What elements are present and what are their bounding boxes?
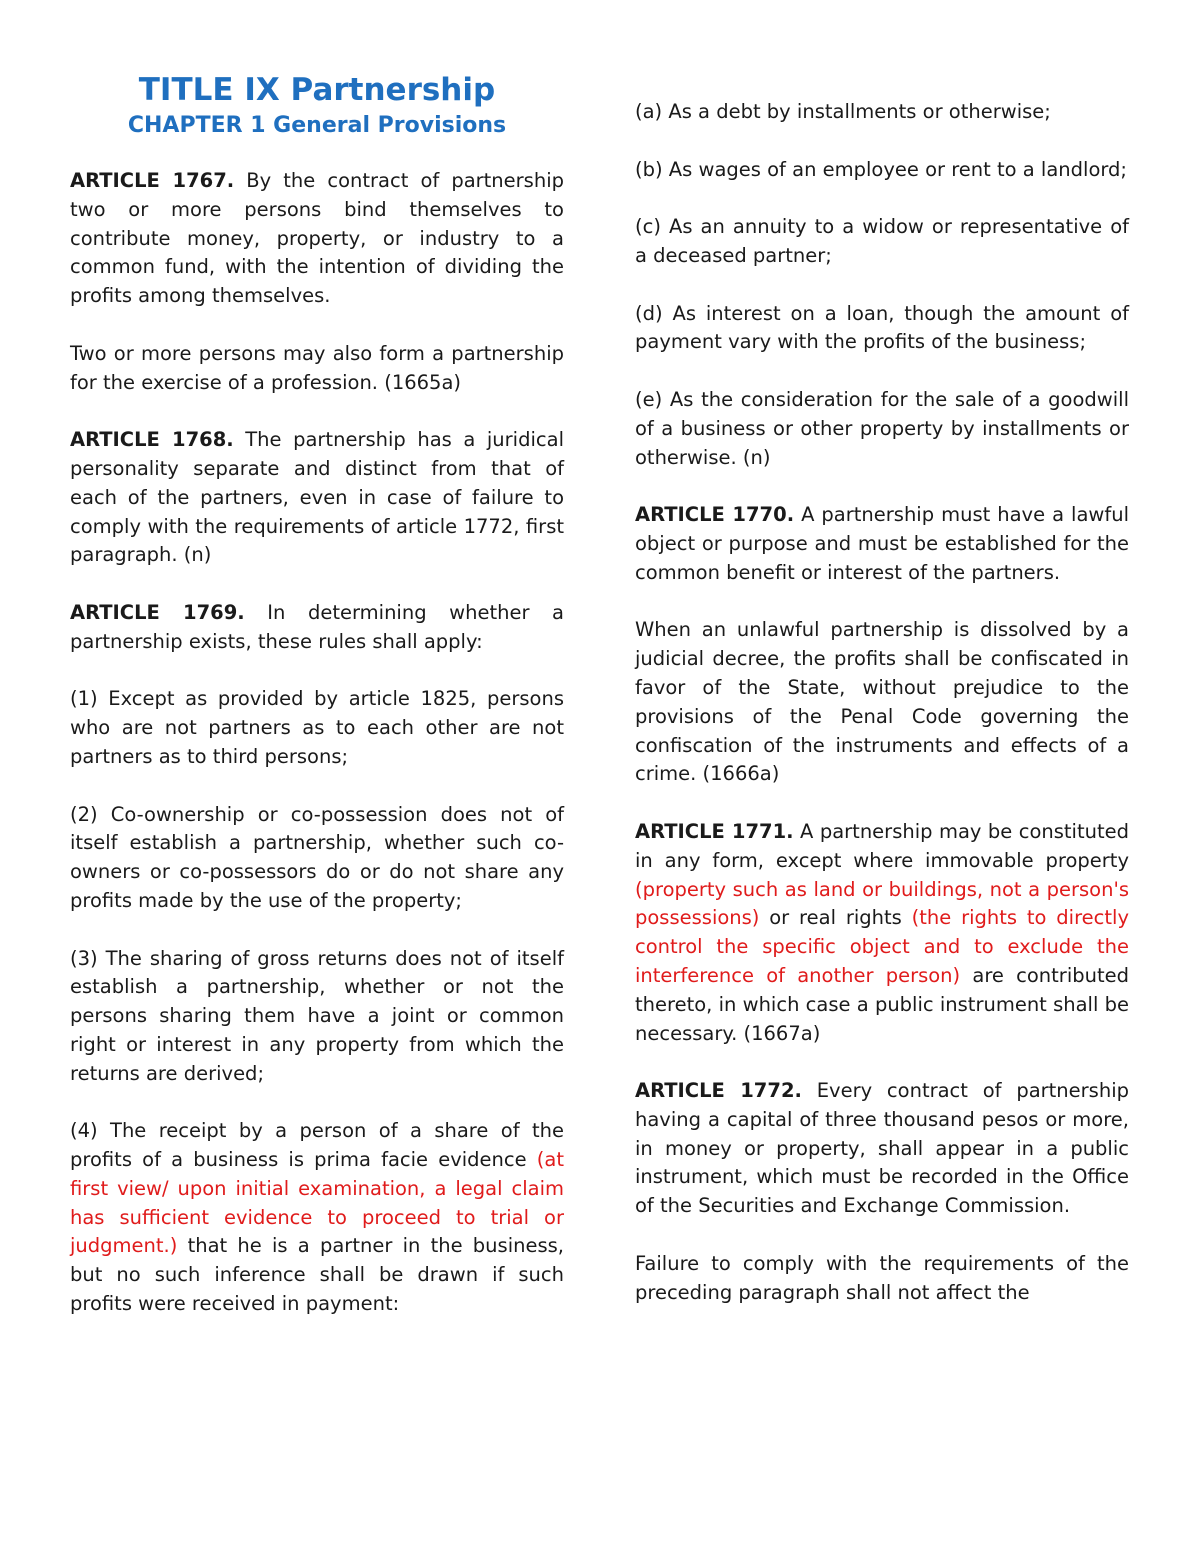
article-1767: ARTICLE 1767. By the contract of partnership two or more persons bind themselves to contribute money, property, or industry to a common fund, with the intention of dividing the profits among themselves. (70, 169, 564, 308)
article-label: ARTICLE 1767. (70, 169, 235, 192)
annotation-note: (the rights to directly control the specific object and to exclude the interference of another person) (635, 906, 1130, 987)
article-label: ARTICLE 1771. (635, 819, 794, 843)
document-title: TITLE IX Partnership (138, 72, 496, 108)
article-1772: ARTICLE 1772. Every contract of partnership having a capital of three thousand pesos or more, in money or property, shall appear in a public instrument, which must be recorded in the Office of the Securities and Exchange Commission. (635, 1079, 1129, 1218)
item-e: (e) As the consideration for the sale of a goodwill of a business or other property by installments or otherwise. (n) (635, 387, 1129, 469)
item-c: (c) As an annuity to a widow or representative of a deceased partner; (635, 215, 1129, 267)
rule-2: (2) Co-ownership or co-possession does not of itself establish a partnership, whether such co-owners or co-possessors do or do not share any profits made by the use of the property; (70, 802, 564, 912)
article-1769: ARTICLE 1769. In determining whether a partnership exists, these rules shall apply: (70, 600, 564, 653)
article-1768: ARTICLE 1768. The partnership has a juridical personality separate and distinct from that of each of the partners, even in case of failure to comply with the requirements of article 1772, first paragraph. (n) (70, 428, 564, 567)
rule-1: (1) Except as provided by article 1825, persons who are not partners as to each other are not partners as to third persons; (70, 687, 564, 768)
article-label: ARTICLE 1770. (635, 503, 795, 527)
annotation-note: (property such as land or buildings, not a person's possessions) (635, 877, 1129, 930)
article-label: ARTICLE 1772. (635, 1079, 802, 1103)
right-column (635, 0, 1129, 1336)
rule-4: (4) The receipt by a person of a share of the profits of a business is prima facie evidence (at first view/ upon initial examination, a legal claim has sufficient evidence to proceed to trial or judgment.) that he is a partner in the business, but no such inference shall be drawn if such profits were received in payment: (70, 1119, 564, 1316)
chapter-heading: CHAPTER 1 General Provisions (127, 113, 507, 138)
rule-3: (3) The sharing of gross returns does not of itself establish a partnership, whether or not the persons sharing them have a joint or common right or interest in any property from which the returns are derived; (70, 946, 564, 1085)
article-1772-para2: Failure to comply with the requirements of the preceding paragraph shall not affect the (635, 1251, 1129, 1304)
article-label: ARTICLE 1769. (70, 600, 245, 624)
item-a: (a) As a debt by installments or otherwise; (635, 100, 1051, 123)
annotation-note: (at first view/ upon initial examination, a legal claim has sufficient evidence to proceed to trial or judgment.) (70, 1148, 564, 1258)
left-column (70, 0, 564, 1348)
item-d: (d) As interest on a loan, though the amount of payment vary with the profits of the business; (635, 301, 1129, 354)
article-1767-para2: Two or more persons may also form a partnership for the exercise of a profession. (1665a) (70, 341, 564, 394)
item-b: (b) As wages of an employee or rent to a landlord; (635, 157, 1128, 181)
article-1771: ARTICLE 1771. A partnership may be constituted in any form, except where immovable property (property such as land or buildings, not a person's possessions) or real rights (the rights to directly control the specific object and to exclude the interference of another person) are contributed thereto, in which case a public instrument shall be necessary. (1667a) (635, 819, 1130, 1045)
article-1770-para2: When an unlawful partnership is dissolved by a judicial decree, the profits shall be confiscated in favor of the State, without prejudice to the provisions of the Penal Code governing the confiscation of the instruments and effects of a crime. (1666a) (635, 618, 1129, 786)
article-1770: ARTICLE 1770. A partnership must have a lawful object or purpose and must be established for the common benefit or interest of the partners. (635, 503, 1129, 584)
article-label: ARTICLE 1768. (70, 428, 234, 452)
